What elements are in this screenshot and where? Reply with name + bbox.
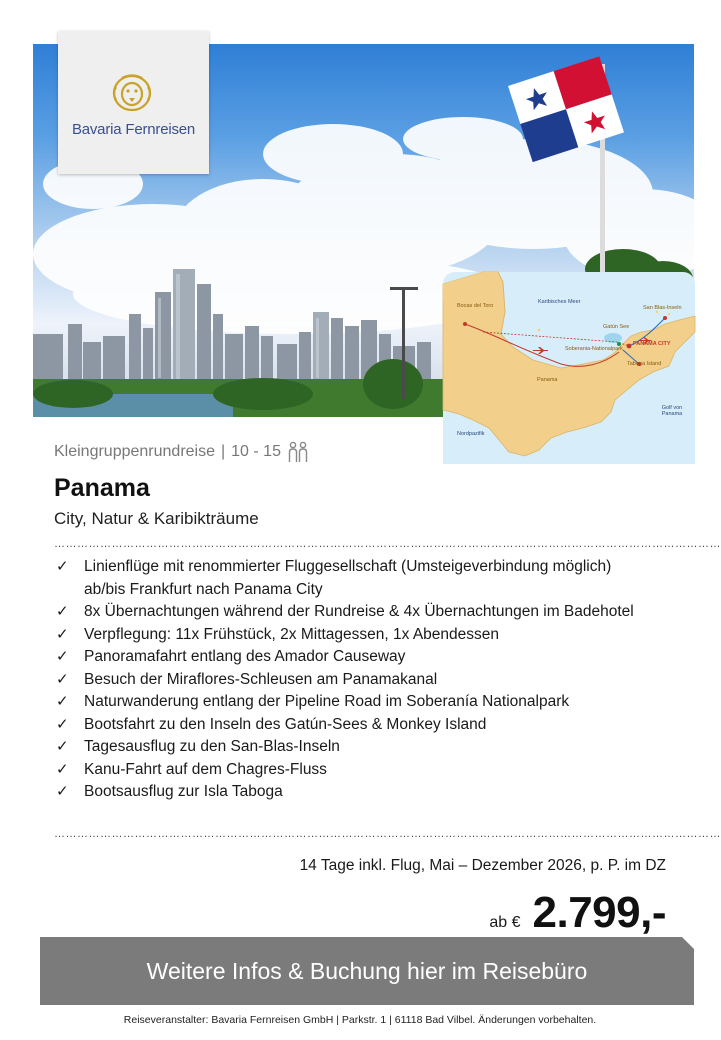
list-item: ✓ Bootsausflug zur Isla Taboga (54, 781, 634, 804)
list-item: ✓ Kanu-Fahrt auf dem Chagres-Fluss (54, 759, 634, 782)
brand-name: Bavaria Fernreisen (71, 121, 196, 138)
list-item: ✓ Besuch der Miraflores-Schleusen am Panamakanal (54, 669, 634, 692)
dotted-divider-bottom: ………………………………………………………………………………………………………………………………………………………… (54, 828, 721, 840)
trip-tagline: City, Natur & Karibikträume (54, 509, 259, 528)
list-item: ✓ Linienflüge mit renommierter Fluggesellschaft (Umsteigeverbindung möglich) ab/bis Frankfurt nach Panama City (56, 558, 612, 598)
price-prefix: ab € (489, 914, 521, 931)
check-icon: ✓ (56, 693, 69, 710)
trip-category: Kleingruppenrundreise (54, 443, 215, 460)
dotted-divider-top: ………………………………………………………………………………………………………………………………………………………… (54, 538, 721, 550)
check-icon: ✓ (56, 625, 69, 643)
check-icon: ✓ (56, 670, 69, 688)
brand-logo (58, 31, 209, 174)
lion-head-icon (110, 73, 154, 113)
map-label-country: Panama (537, 377, 558, 383)
map-label-san-blas: San Blas-Inseln (643, 305, 682, 311)
booking-banner (40, 937, 694, 1005)
check-icon: ✓ (56, 603, 69, 620)
price-row (489, 888, 666, 938)
check-icon: ✓ (56, 783, 69, 800)
map-label-taboga: Taboga Island (627, 361, 662, 367)
price-value: 2.799,- (532, 888, 666, 937)
map-label-sea-north: Karibisches Meer (538, 299, 581, 305)
list-item: ✓ Panoramafahrt entlang des Amador Causeway (54, 646, 634, 669)
trip-info: 14 Tage inkl. Flug, Mai – Dezember 2026, p. P. im DZ (299, 857, 666, 874)
list-item: ✓ Bootsfahrt zu den Inseln des Gatún-Sees & Monkey Island (54, 714, 634, 737)
map-label-gatun: Gatún See (603, 324, 630, 330)
list-item: ✓ Verpflegung: 11x Frühstück, 2x Mittagessen, 1x Abendessen (54, 624, 634, 647)
list-item: ✓ Naturwanderung entlang der Pipeline Road im Soberanía Nationalpark (54, 691, 634, 714)
feature-list (54, 556, 634, 804)
map-label-gulf: Golf von Panama (661, 405, 683, 417)
map-label-bocas: Bocas del Toro (457, 303, 494, 309)
footer-legal: Reiseveranstalter: Bavaria Fernreisen GmbH | Parkstr. 1 | 61118 Bad Vilbel. Änderungen vorbehalten. (123, 1014, 597, 1026)
map-label-soberania: Soberania-Nationalpark (565, 346, 623, 352)
banner-text: Weitere Infos & Buchung hier im Reisebüro (146, 958, 588, 984)
route-map (443, 272, 695, 464)
group-icon (287, 441, 309, 463)
check-icon: ✓ (56, 648, 69, 665)
check-icon: ✓ (56, 558, 69, 575)
trip-category-row: Kleingruppenrundreise | 10 - 15 (54, 441, 309, 463)
map-label-pacific: Nordpazifik (457, 431, 485, 437)
check-icon: ✓ (56, 760, 69, 778)
list-item: ✓ Tagesausflug zu den San-Blas-Inseln (54, 736, 634, 759)
check-icon: ✓ (56, 715, 69, 733)
group-size: 10 - 15 (231, 443, 281, 460)
map-label-panama-city: PANAMA CITY (633, 341, 671, 347)
trip-title: Panama (54, 474, 150, 502)
list-item: ✓ 8x Übernachtungen während der Rundreise & 4x Übernachtungen im Badehotel (54, 601, 634, 624)
check-icon: ✓ (56, 738, 69, 755)
